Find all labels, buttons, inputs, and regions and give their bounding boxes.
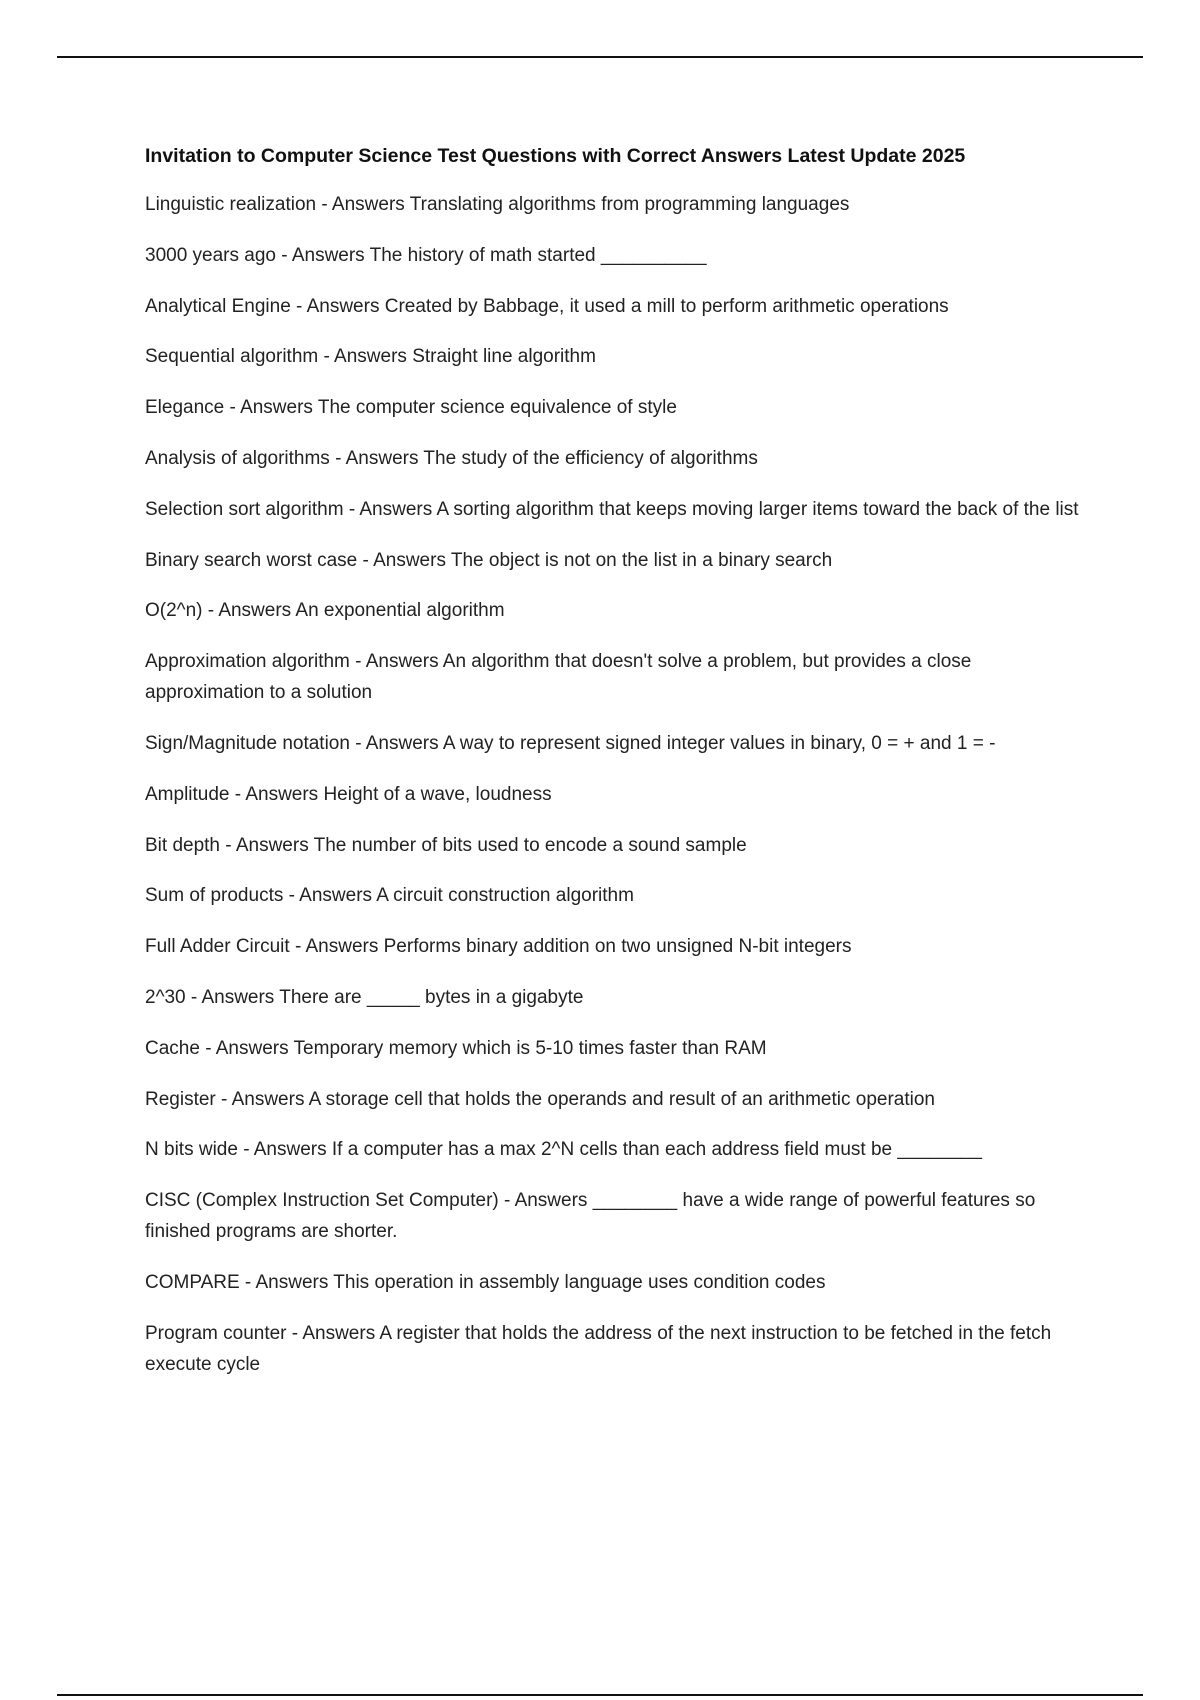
- document-title: Invitation to Computer Science Test Questions with Correct Answers Latest Update 2025: [145, 145, 966, 167]
- qa-entry-full-adder: Full Adder Circuit - Answers Performs binary addition on two unsigned N-bit integers: [145, 936, 852, 958]
- qa-entry-sequential-algorithm: Sequential algorithm - Answers Straight line algorithm: [145, 346, 596, 368]
- qa-entry-gigabyte: 2^30 - Answers There are _____ bytes in a gigabyte: [145, 986, 584, 1008]
- qa-entry-amplitude: Amplitude - Answers Height of a wave, loudness: [145, 783, 552, 805]
- qa-entry-linguistic-realization: Linguistic realization - Answers Translating algorithms from programming languages: [145, 194, 850, 215]
- document-body: [145, 143, 1090, 1400]
- qa-entry-compare: COMPARE - Answers This operation in assembly language uses condition codes: [145, 1271, 826, 1293]
- header-divider: [57, 56, 1143, 58]
- qa-entry-bit-depth: Bit depth - Answers The number of bits used to encode a sound sample: [145, 834, 747, 856]
- footer-divider: [57, 1694, 1143, 1696]
- qa-entry-sum-of-products: Sum of products - Answers A circuit construction algorithm: [145, 885, 634, 907]
- qa-entry-exponential: O(2^n) - Answers An exponential algorithm: [145, 600, 505, 622]
- qa-entry-sign-magnitude: Sign/Magnitude notation - Answers A way to represent signed integer values in binary, 0 = + and 1 = -: [145, 732, 996, 754]
- qa-entry-approximation-algorithm: Approximation algorithm - Answers An algorithm that doesn't solve a problem, but provides a close approximation to a solution: [145, 651, 972, 704]
- qa-entry-cache: Cache - Answers Temporary memory which is 5-10 times faster than RAM: [145, 1037, 767, 1059]
- qa-entry-cisc: CISC (Complex Instruction Set Computer) - Answers ________ have a wide range of powerful features so finished programs are shorter.: [145, 1190, 1036, 1243]
- qa-entry-n-bits-wide: N bits wide - Answers If a computer has a max 2^N cells than each address field must be ________: [145, 1139, 982, 1161]
- qa-entry-analytical-engine: Analytical Engine - Answers Created by Babbage, it used a mill to perform arithmetic operations: [145, 295, 949, 317]
- qa-entry-elegance: Elegance - Answers The computer science equivalence of style: [145, 397, 677, 419]
- qa-entry-register: Register - Answers A storage cell that holds the operands and result of an arithmetic operation: [145, 1088, 936, 1110]
- qa-entry-selection-sort: Selection sort algorithm - Answers A sorting algorithm that keeps moving larger items toward the back of the list: [145, 498, 1079, 520]
- qa-entry-binary-search-worst-case: Binary search worst case - Answers The object is not on the list in a binary search: [145, 549, 833, 571]
- qa-entry-analysis-of-algorithms: Analysis of algorithms - Answers The study of the efficiency of algorithms: [145, 447, 758, 469]
- qa-entry-program-counter: Program counter - Answers A register that holds the address of the next instruction to be fetched in the fetch execute cycle: [145, 1322, 1052, 1375]
- qa-entry-3000-years-ago: 3000 years ago - Answers The history of math started __________: [145, 244, 707, 266]
- question-answer-list: [145, 189, 1090, 1380]
